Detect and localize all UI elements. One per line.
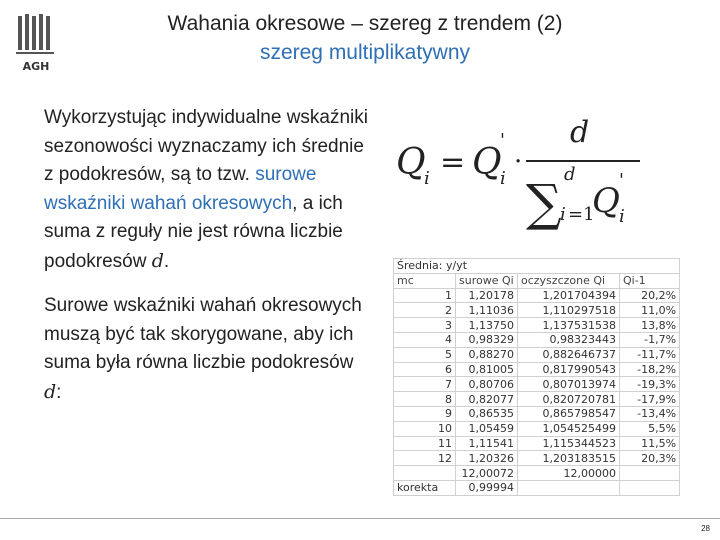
svg-text:': ': [619, 170, 624, 191]
svg-text:': ': [500, 130, 505, 151]
cell-corrected: 1,203183515: [518, 451, 620, 466]
header-cell: mc: [394, 273, 456, 288]
p1-end: .: [163, 250, 170, 272]
paragraph-2: [44, 292, 374, 407]
cell-corrected: 0,807013974: [518, 377, 620, 392]
sum-pct: [620, 466, 680, 481]
cell-corrected: 1,110297518: [518, 303, 620, 318]
slide-title: [100, 10, 630, 68]
cell-raw: 1,11541: [456, 436, 518, 451]
cell-pct: 13,8%: [620, 318, 680, 333]
table-caption-row: [394, 259, 680, 274]
korekta-value: 0,99994: [456, 480, 518, 495]
sum-raw: 12,00072: [456, 466, 518, 481]
p1-text-b: , a ich suma z reguły nie jest równa liczbie podokresów: [44, 192, 343, 272]
cell-month: 5: [394, 347, 456, 362]
p1-highlight: surowe wskaźniki wahań okresowych: [44, 164, 317, 214]
table-row: [394, 303, 680, 318]
svg-text:=1: =1: [568, 204, 595, 225]
table-row: [394, 332, 680, 347]
cell-pct: 11,0%: [620, 303, 680, 318]
p1-symbol-d: d: [151, 249, 164, 272]
svg-text:d: d: [564, 164, 576, 185]
sum-corrected: 12,00000: [518, 466, 620, 481]
table-row: [394, 347, 680, 362]
cell-corrected: 1,054525499: [518, 421, 620, 436]
cell-corrected: 0,865798547: [518, 406, 620, 421]
cell-raw: 0,82077: [456, 392, 518, 407]
header-cell: oczyszczone Qi: [518, 273, 620, 288]
title-line-2: szereg multiplikatywny: [259, 41, 471, 64]
svg-text:i: i: [500, 168, 506, 189]
cell-month: 3: [394, 318, 456, 333]
cell-corrected: 0,98323443: [518, 332, 620, 347]
svg-text:d: d: [570, 115, 590, 150]
p1-text-a: Wykorzystując indywidualne wskaźniki sezonowości wyznaczamy ich średnie z podokresów, są to tzw.: [44, 107, 369, 185]
cell-month: 12: [394, 451, 456, 466]
table-sum-row: [394, 466, 680, 481]
svg-text:∑: ∑: [526, 174, 562, 232]
korekta-empty: [518, 480, 620, 495]
svg-text:Q: Q: [592, 181, 620, 221]
p2-text-a: Surowe wskaźniki wahań okresowych muszą być tak skorygowane, aby ich suma była równa liczbie podokresów: [44, 295, 362, 373]
cell-pct: -13,4%: [620, 406, 680, 421]
table-header-row: [394, 273, 680, 288]
cell-raw: 1,05459: [456, 421, 518, 436]
p2-symbol-d: d: [44, 380, 57, 403]
table-row: [394, 318, 680, 333]
cell-pct: -1,7%: [620, 332, 680, 347]
body-text: [44, 104, 374, 407]
cell-corrected: 1,115344523: [518, 436, 620, 451]
cell-month: 9: [394, 406, 456, 421]
cell-raw: 1,11036: [456, 303, 518, 318]
table-korekta-row: [394, 480, 680, 495]
cell-raw: 1,13750: [456, 318, 518, 333]
cell-pct: 20,2%: [620, 288, 680, 303]
title-line-1: Wahania okresowe – szereg z trendem (2): [167, 12, 563, 35]
cell-raw: 0,80706: [456, 377, 518, 392]
cell-month: 11: [394, 436, 456, 451]
svg-text:·: ·: [514, 147, 523, 177]
table-row: [394, 421, 680, 436]
sum-label: [394, 466, 456, 481]
header-cell: Qi-1: [620, 273, 680, 288]
agh-logo: [14, 12, 58, 78]
cell-corrected: 1,137531538: [518, 318, 620, 333]
cell-month: 6: [394, 362, 456, 377]
cell-corrected: 0,820720781: [518, 392, 620, 407]
cell-raw: 0,88270: [456, 347, 518, 362]
korekta-empty: [620, 480, 680, 495]
cell-raw: 0,81005: [456, 362, 518, 377]
svg-text:i: i: [619, 206, 625, 227]
table-row: [394, 406, 680, 421]
cell-pct: 5,5%: [620, 421, 680, 436]
svg-text:i: i: [424, 168, 430, 189]
cell-month: 8: [394, 392, 456, 407]
table-caption: Średnia: y/yt: [394, 259, 680, 274]
cell-corrected: 0,882646737: [518, 347, 620, 362]
cell-corrected: 0,817990543: [518, 362, 620, 377]
cell-raw: 0,98329: [456, 332, 518, 347]
cell-pct: -11,7%: [620, 347, 680, 362]
table-row: [394, 377, 680, 392]
cell-raw: 1,20326: [456, 451, 518, 466]
svg-text:Q: Q: [472, 142, 502, 183]
correction-formula: [392, 112, 652, 232]
cell-pct: -18,2%: [620, 362, 680, 377]
header-cell: surowe Qi: [456, 273, 518, 288]
cell-month: 7: [394, 377, 456, 392]
table-row: [394, 288, 680, 303]
p2-end: :: [56, 381, 62, 403]
table-row: [394, 392, 680, 407]
cell-pct: 11,5%: [620, 436, 680, 451]
paragraph-1: [44, 104, 374, 276]
svg-text:i: i: [560, 204, 566, 225]
cell-month: 4: [394, 332, 456, 347]
cell-month: 10: [394, 421, 456, 436]
svg-text:Q: Q: [396, 142, 426, 183]
cell-pct: -17,9%: [620, 392, 680, 407]
table: [393, 258, 680, 496]
cell-corrected: 1,201704394: [518, 288, 620, 303]
page-number: 28: [701, 524, 710, 533]
table-row: [394, 436, 680, 451]
cell-pct: 20,3%: [620, 451, 680, 466]
cell-pct: -19,3%: [620, 377, 680, 392]
footer-rule: [0, 518, 720, 519]
cell-month: 1: [394, 288, 456, 303]
korekta-label: korekta: [394, 480, 456, 495]
table-row: [394, 362, 680, 377]
logo-text: AGH: [22, 60, 50, 73]
cell-raw: 1,20178: [456, 288, 518, 303]
table-row: [394, 451, 680, 466]
svg-text:=: =: [440, 145, 466, 180]
cell-raw: 0,86535: [456, 406, 518, 421]
cell-month: 2: [394, 303, 456, 318]
seasonal-indices-table: [393, 258, 679, 498]
